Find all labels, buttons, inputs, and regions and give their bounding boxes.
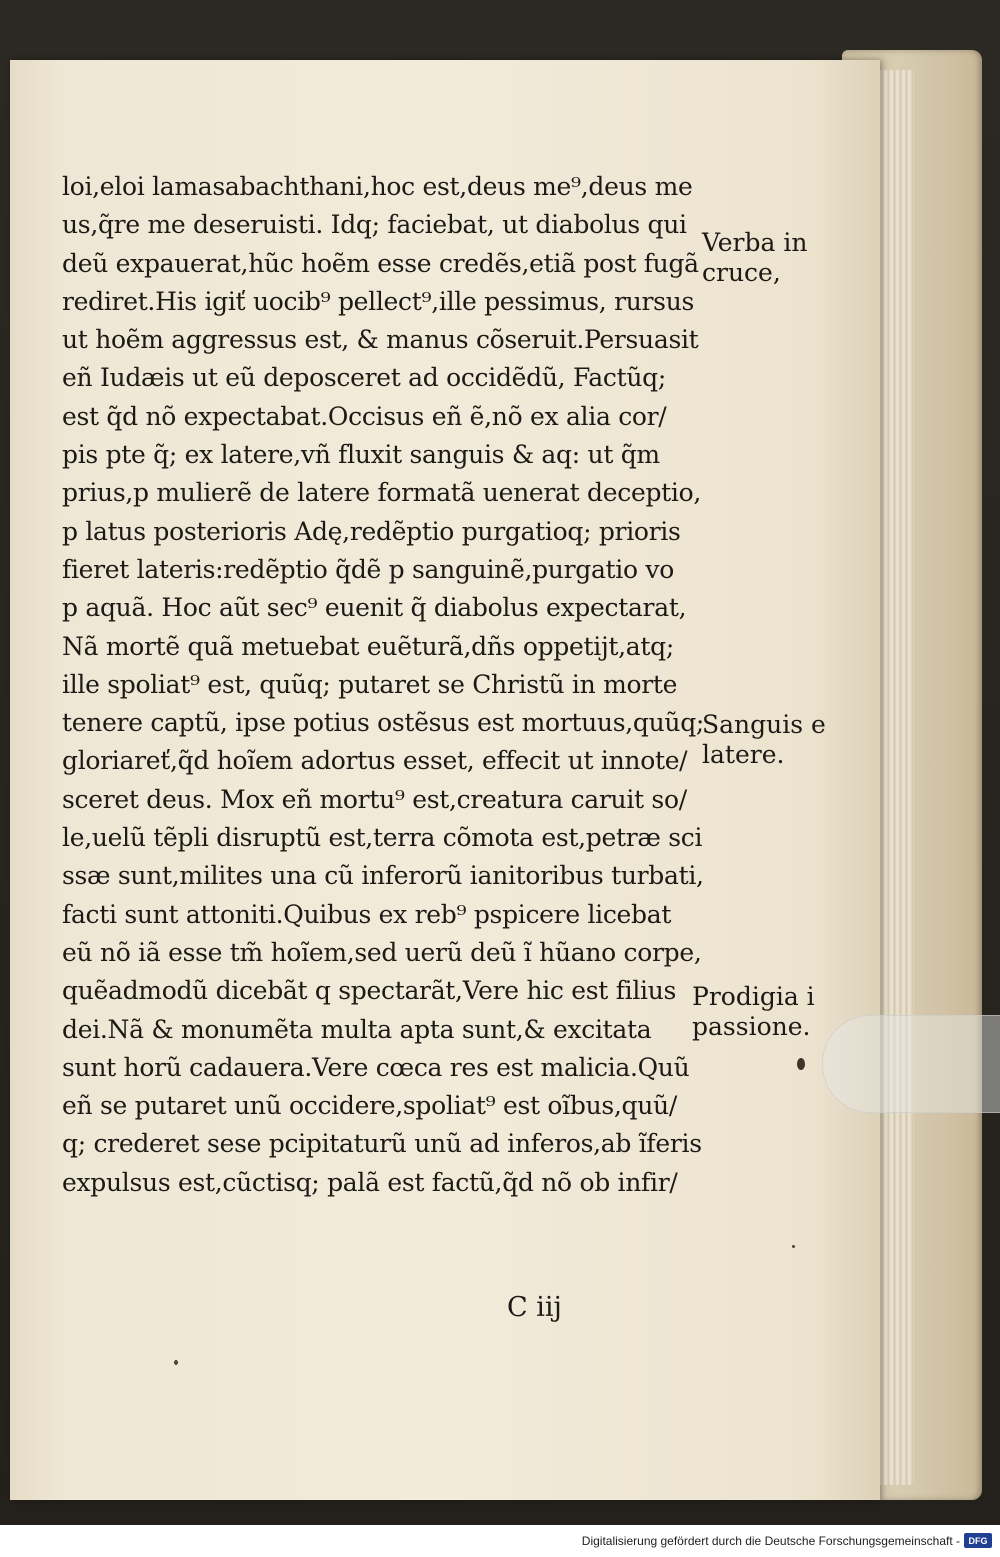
text-line: ille spoliat⁹ est, quũq; putaret se Christũ in morte <box>62 669 678 699</box>
funding-credit: Digitalisierung gefördert durch die Deutsche Forschungsgemeinschaft - <box>581 1534 960 1548</box>
text-line: expulsus est,cũctisq; palã est factũ,q̃d nõ ob infir/ <box>62 1167 678 1197</box>
text-line: est q̃d nõ expectabat.Occisus eñ ẽ,nõ ex alia cor/ <box>62 401 667 431</box>
text-line: quẽadmodũ dicebãt q spectarãt,Vere hic est filius <box>62 976 677 1006</box>
text-line: q; crederet sese pcipitaturũ unũ ad inferos,ab ĩferis <box>62 1129 702 1159</box>
signature-mark: C iij <box>507 1292 562 1323</box>
main-text-block <box>62 168 705 1202</box>
clip-rivet <box>797 1058 805 1070</box>
text-line: dei.Nã & monumẽta multa apta sunt,& excitata <box>62 1014 652 1044</box>
marginal-note-line: latere. <box>702 740 785 769</box>
text-line: Nã mortẽ quã metuebat euẽturã,dñs oppetijt,atq; <box>62 631 674 661</box>
text-line: gloriareť,q̃d hoĩem adortus esset, effecit ut innote/ <box>62 746 688 776</box>
ink-speck <box>792 1245 795 1248</box>
text-line: deũ expauerat,hũc hoẽm esse credẽs,etiã post fugã <box>62 248 699 278</box>
text-line: p aquã. Hoc aũt sec⁹ euenit q̃ diabolus expectarat, <box>62 593 687 623</box>
text-line: pis pte q̃; ex latere,vñ fluxit sanguis & aq: ut q̃m <box>62 440 660 470</box>
marginal-note <box>692 982 815 1042</box>
marginal-note <box>702 228 807 288</box>
text-line: prius,p mulierẽ de latere formatã uenerat deceptio, <box>62 478 701 508</box>
ink-speck <box>174 1360 178 1365</box>
text-line: ut hoẽm aggressus est, & manus cõseruit.Persuasit <box>62 325 699 355</box>
text-line: facti sunt attoniti.Quibus ex reb⁹ pspicere licebat <box>62 899 672 929</box>
text-line: sceret deus. Mox eñ mortu⁹ est,creatura caruit so/ <box>62 784 687 814</box>
svg-text:DFG: DFG <box>968 1536 988 1546</box>
page-clip <box>822 1015 1000 1113</box>
text-line: rediret.His igiť uocib⁹ pellect⁹,ille pessimus, rursus <box>62 286 695 316</box>
book-page <box>10 60 880 1500</box>
marginal-note-line: cruce, <box>702 258 781 287</box>
marginal-note-line: Verba in <box>702 228 808 257</box>
marginal-note-line: passione. <box>692 1012 811 1041</box>
text-line: loi,eloi lamasabachthani,hoc est,deus me⁹,deus me <box>62 172 693 201</box>
dfg-logo-icon <box>964 1533 992 1548</box>
text-line: ssæ sunt,milites una cũ inferorũ ianitoribus turbati, <box>62 861 704 891</box>
marginal-note <box>702 710 826 770</box>
marginal-note-line: Prodigia i <box>692 982 815 1011</box>
text-line: eñ se putaret unũ occidere,spoliat⁹ est oĩbus,quũ/ <box>62 1091 677 1121</box>
marginal-note-line: Sanguis e <box>702 710 826 739</box>
text-line: us,q̃re me deseruisti. Idq; faciebat, ut diabolus qui <box>62 210 687 240</box>
text-line: p latus posterioris Adę,redẽptio purgatioq; prioris <box>62 516 681 546</box>
footer-bar <box>0 1525 1000 1557</box>
text-line: tenere captũ, ipse potius ostẽsus est mortuus,quũq; <box>62 708 705 738</box>
text-line: sunt horũ cadauera.Vere cœca res est malicia.Quũ <box>62 1052 690 1082</box>
text-line: eũ nõ iã esse tm̃ hoĩem,sed uerũ deũ ĩ hũano corpe, <box>62 937 702 967</box>
text-line: eñ Iudæis ut eũ deposceret ad occidẽdũ, Factũq; <box>62 363 666 393</box>
text-line: le,uelũ tẽpli disruptũ est,terra cõmota est,petræ sci <box>62 823 703 853</box>
text-line: fieret lateris:redẽptio q̃dẽ p sanguinẽ,purgatio vo <box>62 554 674 584</box>
